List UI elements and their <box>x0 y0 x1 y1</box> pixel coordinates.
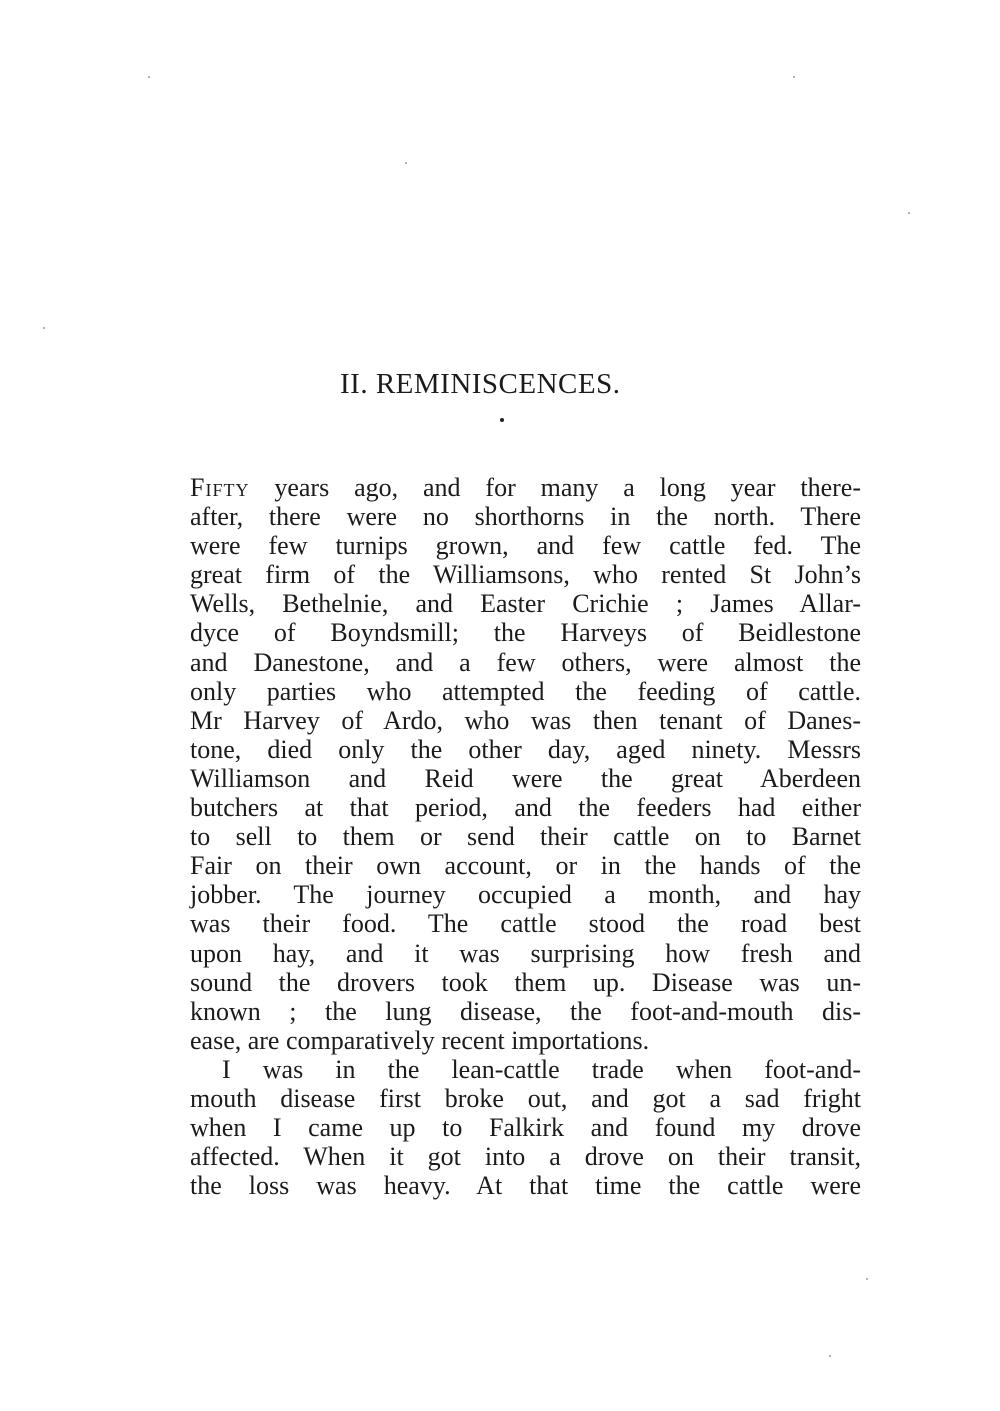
paragraph-1-line: butchers at that period, and the feeders had either <box>190 793 861 823</box>
body-text <box>190 473 861 1200</box>
opening-word-smallcaps: Fifty <box>190 473 250 502</box>
paragraph-2-line: mouth disease first broke out, and got a sad fright <box>190 1083 861 1113</box>
paragraph-1-line: Wells, Bethelnie, and Easter Crichie ; James Allar- <box>190 589 861 619</box>
paragraph-1-line: jobber. The journey occupied a month, and hay <box>190 880 861 910</box>
scan-speck <box>793 76 795 78</box>
paragraph-1-line: ease, are comparatively recent importations. <box>190 1025 650 1055</box>
paragraph-1-line: was their food. The cattle stood the road best <box>190 909 861 939</box>
paragraph-1-line: sound the drovers took them up. Disease was un- <box>190 967 861 997</box>
paragraph-1-line: to sell to them or send their cattle on to Barnet <box>190 822 861 852</box>
scan-speck <box>866 1278 868 1280</box>
paragraph-1-line: after, there were no shorthorns in the north. There <box>190 502 861 532</box>
paragraph-1-line: Williamson and Reid were the great Aberdeen <box>190 763 861 793</box>
scan-speck <box>148 76 150 78</box>
paragraph-1-line: Mr Harvey of Ardo, who was then tenant of Danes- <box>190 705 861 735</box>
scan-speck <box>829 1355 831 1357</box>
paragraph-2-line: the loss was heavy. At that time the cattle were <box>190 1171 861 1201</box>
paragraph-1-line: were few turnips grown, and few cattle fed. The <box>190 531 861 561</box>
scan-speck <box>405 162 407 164</box>
paragraph-1-line: only parties who attempted the feeding of cattle. <box>190 676 861 706</box>
paragraph-1-line: known ; the lung disease, the foot-and-mouth dis- <box>190 996 861 1026</box>
chapter-title: II. REMINISCENCES. <box>340 368 621 400</box>
paragraph-2-line: I was in the lean-cattle trade when foot-and- <box>222 1054 861 1084</box>
paragraph-1-line-1-rest: years ago, and for many a long year there- <box>249 473 861 502</box>
paragraph-1-line: upon hay, and it was surprising how fresh and <box>190 938 861 968</box>
paragraph-2-line: affected. When it got into a drove on their transit, <box>190 1142 861 1172</box>
paragraph-1-line: dyce of Boyndsmill; the Harveys of Beidlestone <box>190 618 861 648</box>
paragraph-2-line: when I came up to Falkirk and found my drove <box>190 1113 861 1143</box>
paragraph-1-line-1 <box>190 473 861 502</box>
paragraph-1-line: tone, died only the other day, aged ninety. Messrs <box>190 734 861 764</box>
paragraph-1-line: Fair on their own account, or in the hands of the <box>190 851 861 881</box>
scan-speck <box>908 212 910 214</box>
scan-speck <box>43 327 45 329</box>
title-ornament-dot <box>500 418 504 422</box>
paragraph-1-line: great firm of the Williamsons, who rented St John’s <box>190 560 861 590</box>
paragraph-1-line: and Danestone, and a few others, were almost the <box>190 647 861 677</box>
